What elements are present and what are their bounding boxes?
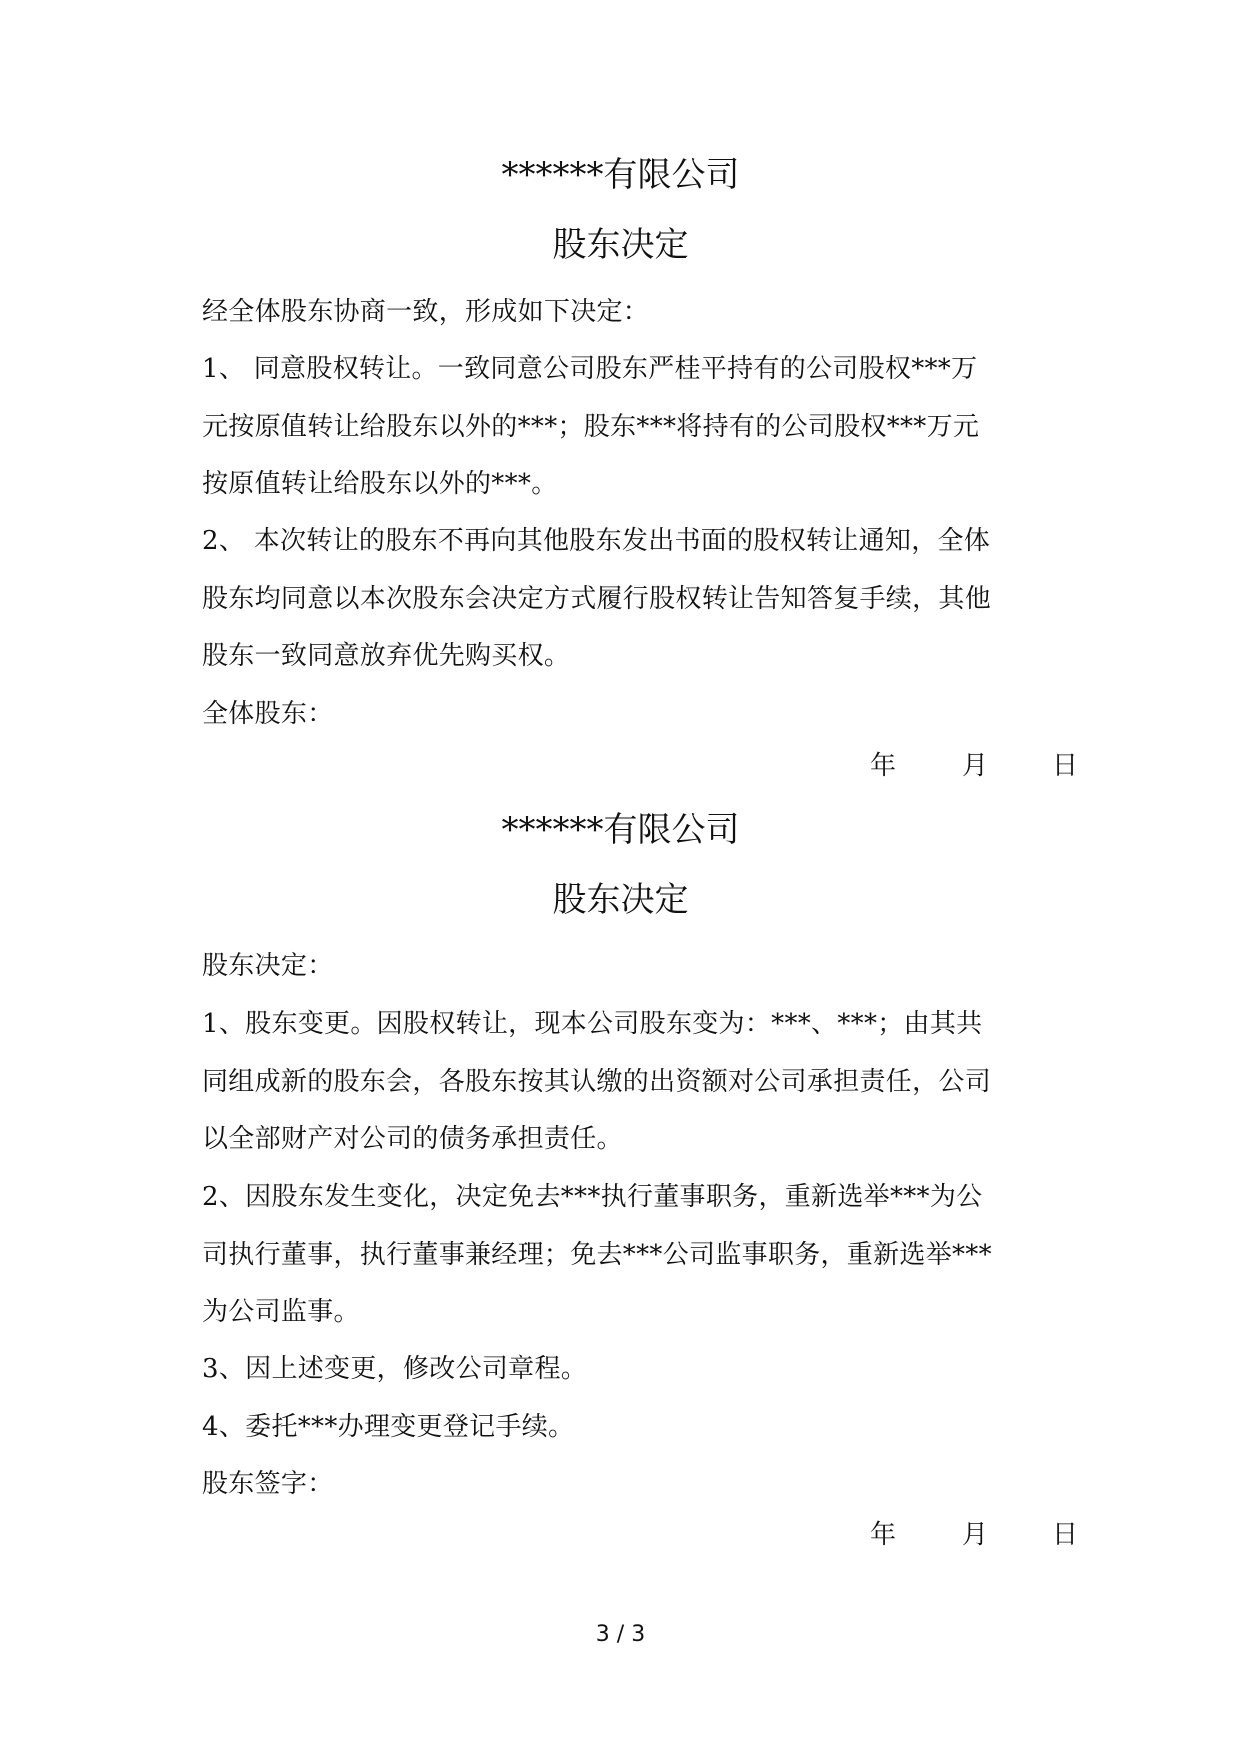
date-month-label: 月 — [962, 1520, 989, 1550]
text-line: 为公司监事。 — [202, 1297, 360, 1327]
resolution-title: 股东决定 — [552, 225, 689, 265]
text-line: 同组成新的股东会，各股东按其认缴的出资额对公司承担责任，公司 — [202, 1066, 992, 1097]
text-line: 2、因股东发生变化，决定免去***执行董事职务，重新选举***为公 — [202, 1182, 983, 1212]
date-year-label: 年 — [870, 751, 897, 781]
date-day-label: 日 — [1052, 751, 1079, 781]
text-line: 司执行董事，执行董事兼经理；免去***公司监事职务，重新选举*** — [202, 1239, 992, 1270]
page-indicator: 3 / 3 — [595, 1622, 646, 1647]
text-line: 股东均同意以本次股东会决定方式履行股权转让告知答复手续，其他 — [202, 583, 992, 614]
text-line: 按原值转让给股东以外的***。 — [202, 469, 558, 499]
text-line: 1、股东变更。因股权转让，现本公司股东变为：***、***；由其共 — [202, 1009, 983, 1039]
text-line: 元按原值转让给股东以外的***；股东***将持有的公司股权***万元 — [202, 411, 980, 442]
intro-paragraph: 股东决定： — [202, 951, 334, 981]
date-day-label: 日 — [1052, 1520, 1079, 1550]
resolution-item-1 — [202, 341, 1082, 514]
resolution-item-2 — [202, 513, 1082, 686]
resolution-item-1 — [202, 996, 1082, 1169]
company-name-heading: ******有限公司 — [501, 810, 740, 850]
text-line: 股东一致同意放弃优先购买权。 — [202, 641, 571, 671]
text-line: 2、 本次转让的股东不再向其他股东发出书面的股权转让通知，全体 — [202, 526, 991, 556]
resolution-item-4: 4、委托***办理变更登记手续。 — [202, 1412, 575, 1442]
text-line: 1、 同意股权转让。一致同意公司股东严桂平持有的公司股权***万 — [202, 354, 978, 384]
intro-paragraph: 经全体股东协商一致，形成如下决定： — [202, 297, 650, 327]
date-month-label: 月 — [962, 751, 989, 781]
date-year-label: 年 — [870, 1520, 897, 1550]
resolution-title: 股东决定 — [552, 880, 689, 920]
signature-label: 全体股东： — [202, 699, 334, 729]
text-line: 以全部财产对公司的债务承担责任。 — [202, 1124, 623, 1154]
company-name-heading: ******有限公司 — [501, 155, 740, 195]
signature-label: 股东签字： — [202, 1469, 334, 1499]
resolution-item-3: 3、因上述变更，修改公司章程。 — [202, 1354, 588, 1384]
resolution-item-2 — [202, 1169, 1082, 1342]
